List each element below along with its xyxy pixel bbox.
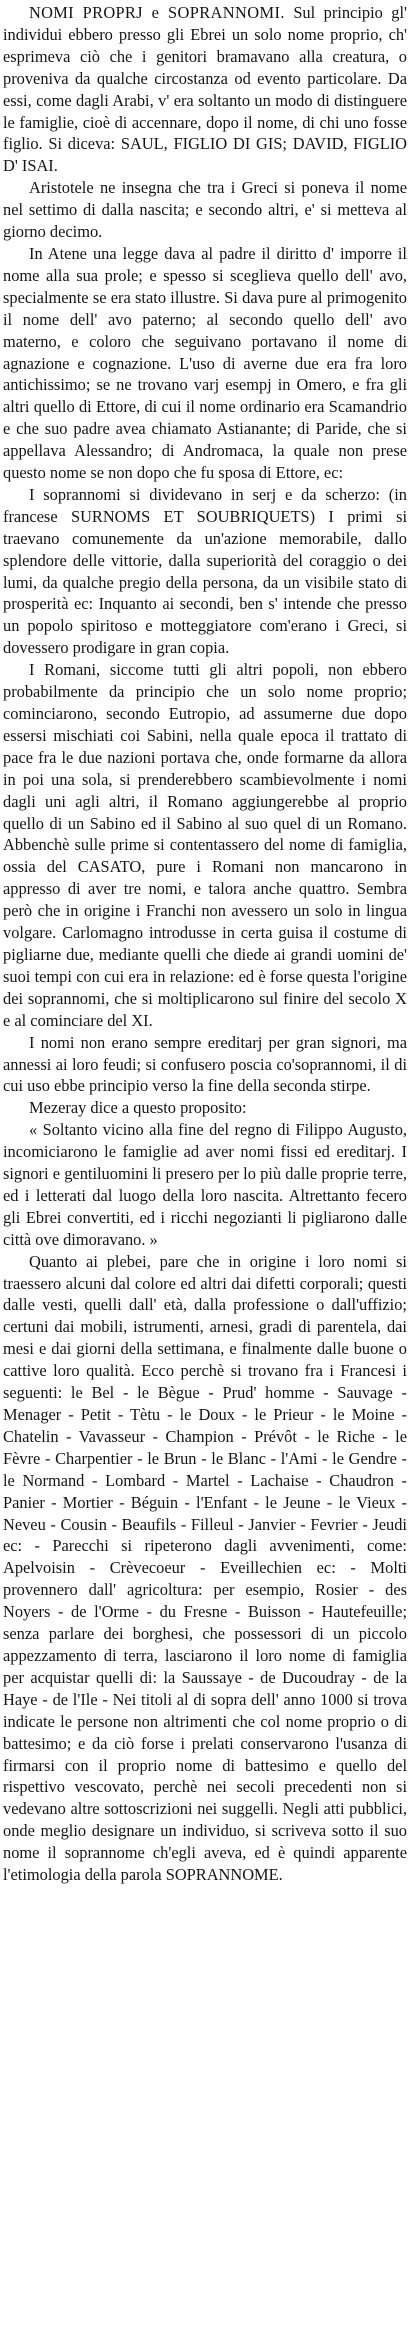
- paragraph-soprannomi: I soprannomi si dividevano in serj e da scherzo: (in francese SURNOMS ET SOUBRIQUETS) I primi si traevano comunemente da un'azione memorabile, dallo splendore delle vittorie, dalla superiorità del coraggio o dei lumi, da qualche pregio della persona, da un visibile stato di prosperità ec: Inquanto ai secondi, ben s' intende che presso un popolo spiritoso e motteggiatore com'erano i Greci, si dovessero prodigare in gran copia.: [3, 484, 407, 658]
- paragraph-nomi-ereditarj: I nomi non erano sempre ereditarj per gran signori, ma annessi ai loro feudi; si confusero poscia co'soprannomi, il di cui uso ebbe principio verso la fine della seconda stirpe.: [3, 1032, 407, 1096]
- paragraph-mezeray: Mezeray dice a questo proposito:: [29, 1098, 247, 1118]
- quotation-mezeray: « Soltanto vicino alla fine del regno di Filippo Augusto, incomiciarono le famiglie ad aver nomi fissi ed ereditarj. I signori e gentiluomini li presero per lo più dalle proprie terre, ed i letterati dal luogo della loro nascita. Altrettanto fecero gli Ebrei convertiti, ed i ricchi negozianti li pigliarono dalle città ove dimoravano. »: [3, 1120, 407, 1249]
- heading-subtitle: SOPRANNOMI.: [167, 3, 285, 22]
- heading-connector: e: [151, 3, 160, 22]
- paragraph-intro: [3, 2, 407, 177]
- paragraph-plebei: Quanto ai plebei, pare che in origine i loro nomi si traessero alcuni dal colore ed altri dai difetti corporali; questi dalle vesti, quelli dall' età, dalla professione o dall'uffizio; certuni dai mobili, istrumenti, arnesi, gradi di parentela, dai mesi e dai giorni della settimana, e finalmente dalle buone o cattive loro qualità. Ecco perchè si trovano fra i Francesi i seguenti: le Bel - le Bègue - Prud' homme - Sauvage - Menager - Petit - Tètu - le Doux - le Prieur - le Moine - Chatelin - Vavasseur - Champion - Prévôt - le Riche - le Fèvre - Charpentier - le Brun - le Blanc - l'Ami - le Gendre - le Normand - Lombard - Martel - Lachaise - Chaudron - Panier - Mortier - Béguin - l'Enfant - le Jeune - le Vieux - Neveu - Cousin - Beaufils - Filleul - Janvier - Fevrier - Jeudi ec: - Parecchi si ripeterono dagli avvenimenti, come: Apelvoisin - Crèvecoeur - Eveillechien ec: - Molti provennero dall' agricoltura: per esempio, Rosier - des Noyers - de l'Orme - du Fresne - Buisson - Hautefeuille; senza parlare dei borghesi, che possessori di un piccolo appezzamento di terra, lasciarono il loro nome di famiglia per acquistar quelli di: la Saussaye - de Ducoudray - de la Haye - de l'Ile - Nei titoli al di sopra dell' anno 1000 si trova indicate le persone non altrimenti che col nome proprio o di battesimo; e da ciò forse i prelati conservarono l'usanza di firmarsi con il proprio nome di battesimo e quello del rispettivo vescovato, perchè nei secoli precedenti non si vedevano altre sottoscrizioni nei suggelli. Negli atti pubblici, onde meglio designare un individuo, si scriveva sotto il suo nome il soprannome ch'egli aveva, ed è quindi apparente l'etimologia della parola SOPRANNOME.: [3, 1251, 407, 1885]
- paragraph-text: Sul principio gl' individui ebbero presso gli Ebrei un solo nome proprio, ch' esprimeva ciò che i genitori bramavano alla creatura, o proveniva da qualche circostanza od evento particolare. Da essi, come dagli Arabi, v' era soltanto un modo di distinguere le famiglie, cioè di accennare, dopo il nome, di chi uno fosse figlio. Si diceva: SAUL, FIGLIO DI GIS; DAVID, FIGLIO D' ISAI.: [3, 3, 407, 176]
- paragraph-romani: I Romani, siccome tutti gli altri popoli, non ebbero probabilmente da principio che un solo nome proprio; cominciarono, secondo Eutropio, ad assumerne due dopo essersi mischiati coi Sabini, nella quale epoca il trattato di pace fra le due nazioni portava che, onde formarne da allora in poi una sola, si prenderebbero scambievolmente i nomi dagli uni agli altri, il Romano aggiungerebbe al proprio quello di un Sabino ed il Sabino al suo quel di un Romano. Abbenchè sulle prime si contentassero del nome di famiglia, ossia del CASATO, pure i Romani non mancarono in appresso di aver tre nomi, e talora anche quattro. Sembra però che in origine i Franchi non avessero un solo in lingua volgare. Carlomagno introdusse in certa guisa il costume di pigliarne due, mediante quelli che diede ai grandi uomini de' suoi tempi con cui era in relazione: ed è forse questa l'origine dei soprannomi, che si moltiplicarono sul finire del secolo X e al cominciare del XI.: [3, 660, 407, 1030]
- paragraph-aristotele: Aristotele ne insegna che tra i Greci si poneva il nome nel settimo di dalla nascita; e secondo altri, e' si metteva al giorno decimo.: [3, 178, 407, 242]
- heading-title: NOMI PROPRJ: [29, 3, 143, 22]
- paragraph-atene: In Atene una legge dava al padre il diritto d' imporre il nome alla sua prole; e spesso si sceglieva quello dell' avo, specialmente se era stato illustre. Si dava pure al primogenito il nome dell' avo paterno; al secondo quello dell' avo materno, e coloro che seguivano portavano il nome di agnazione e cognazione. L'uso di averne due era fra loro antichissimo; se ne trovano varj esempj in Omero, e fra gli altri quello di Ettore, di cui il nome ordinario era Scamandrio e che suo padre avea chiamato Astianante; di Paride, che si appellava Alessandro; di Andromaca, la quale non prese questo nome se non dopo che fu sposa di Ettore, ec:: [3, 243, 407, 483]
- article-heading: [29, 3, 285, 22]
